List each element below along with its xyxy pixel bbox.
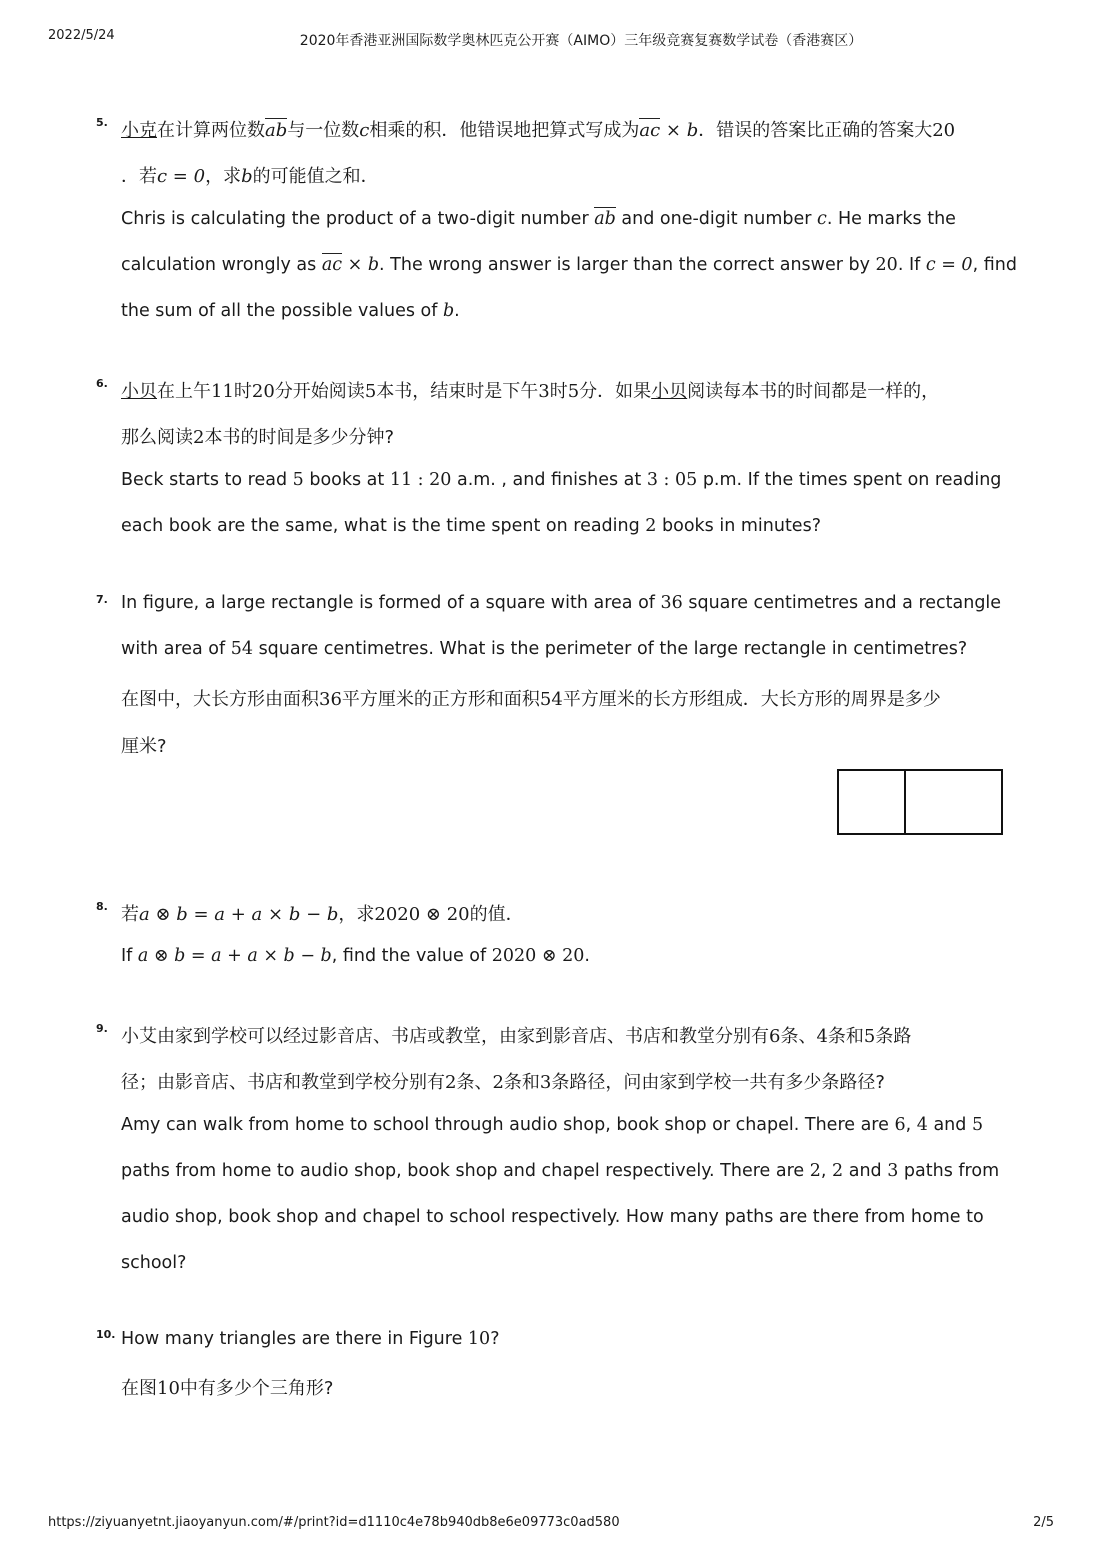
problem-6-en-line-1: Beck starts to read 5 books at 11 : 20 a.m. , and finishes at 3 : 05 p.m. If the times spent on reading bbox=[121, 470, 1002, 490]
problem-8-zh-line: 若a ⊗ b = a + a × b − b，求2020 ⊗ 20的值． bbox=[121, 904, 524, 925]
problem-number: 10. bbox=[96, 1328, 116, 1341]
problem-10-en-line: How many triangles are there in Figure 10? bbox=[121, 1329, 500, 1349]
problem-5-en-line-2: calculation wrongly as ac × b. The wrong answer is larger than the correct answer by 20. If c = 0, find bbox=[121, 255, 1017, 275]
problem-6-zh-line-1: 小贝在上午11时20分开始阅读5本书，结束时是下午3时5分．如果小贝阅读每本书的时间都是一样的， bbox=[121, 381, 940, 402]
problem-10-zh-line: 在图10中有多少个三角形? bbox=[121, 1378, 334, 1399]
problem-5-en-line-3: the sum of all the possible values of b. bbox=[121, 301, 460, 321]
problem-5-en-line-1: Chris is calculating the product of a two-digit number ab and one-digit number c. He marks the bbox=[121, 209, 956, 229]
figure-7-divider-line bbox=[904, 771, 906, 833]
header-date: 2022/5/24 bbox=[48, 28, 115, 43]
problem-number: 7. bbox=[96, 593, 108, 606]
header-title: 2020年香港亚洲国际数学奥林匹克公开赛（AIMO）三年级竞赛复赛数学试卷（香港赛区） bbox=[299, 33, 863, 49]
problem-7-en-line-2: with area of 54 square centimetres. What is the perimeter of the large rectangle in centimetres? bbox=[121, 639, 968, 659]
problem-number: 5. bbox=[96, 116, 108, 129]
problem-7-zh-line-1: 在图中，大长方形由面积36平方厘米的正方形和面积54平方厘米的长方形组成．大长方形的周界是多少 bbox=[121, 689, 941, 710]
figure-7-large-rectangle bbox=[837, 769, 1003, 835]
problem-9-en-line-3: audio shop, book shop and chapel to school respectively. How many paths are there from home to bbox=[121, 1207, 984, 1227]
problem-9-zh-line-2: 径；由影音店、书店和教堂到学校分别有2条、2条和3条路径，问由家到学校一共有多少条路径? bbox=[121, 1072, 885, 1093]
problem-8-en-line: If a ⊗ b = a + a × b − b, find the value of 2020 ⊗ 20. bbox=[121, 946, 590, 966]
problem-5-zh-line-2: ．若c = 0，求b的可能值之和． bbox=[121, 166, 379, 187]
problem-9-en-line-1: Amy can walk from home to school through audio shop, book shop or chapel. There are 6, 4 and 5 bbox=[121, 1115, 984, 1135]
problem-7-zh-line-2: 厘米? bbox=[121, 736, 167, 757]
problem-number: 8. bbox=[96, 900, 108, 913]
problem-7-en-line-1: In figure, a large rectangle is formed of a square with area of 36 square centimetres and a rectangle bbox=[121, 593, 1002, 613]
problem-number: 6. bbox=[96, 377, 108, 390]
problem-9-en-line-4: school? bbox=[121, 1253, 187, 1273]
problem-5-zh-line-1: 小克在计算两位数ab与一位数c相乘的积．他错误地把算式写成为ac × b．错误的答案比正确的答案大20 bbox=[121, 120, 956, 141]
problem-9-en-line-2: paths from home to audio shop, book shop and chapel respectively. There are 2, 2 and 3 paths from bbox=[121, 1161, 1000, 1181]
problem-9-zh-line-1: 小艾由家到学校可以经过影音店、书店或教堂，由家到影音店、书店和教堂分别有6条、4条和5条路 bbox=[121, 1026, 912, 1047]
problem-number: 9. bbox=[96, 1022, 108, 1035]
footer-url: https://ziyuanyetnt.jiaoyanyun.com/#/print?id=d1110c4e78b940db8e6e09773c0ad580 bbox=[48, 1515, 620, 1530]
problem-6-en-line-2: each book are the same, what is the time spent on reading 2 books in minutes? bbox=[121, 516, 821, 536]
problem-6-zh-line-2: 那么阅读2本书的时间是多少分钟? bbox=[121, 427, 395, 448]
footer-page-number: 2/5 bbox=[1033, 1515, 1054, 1530]
